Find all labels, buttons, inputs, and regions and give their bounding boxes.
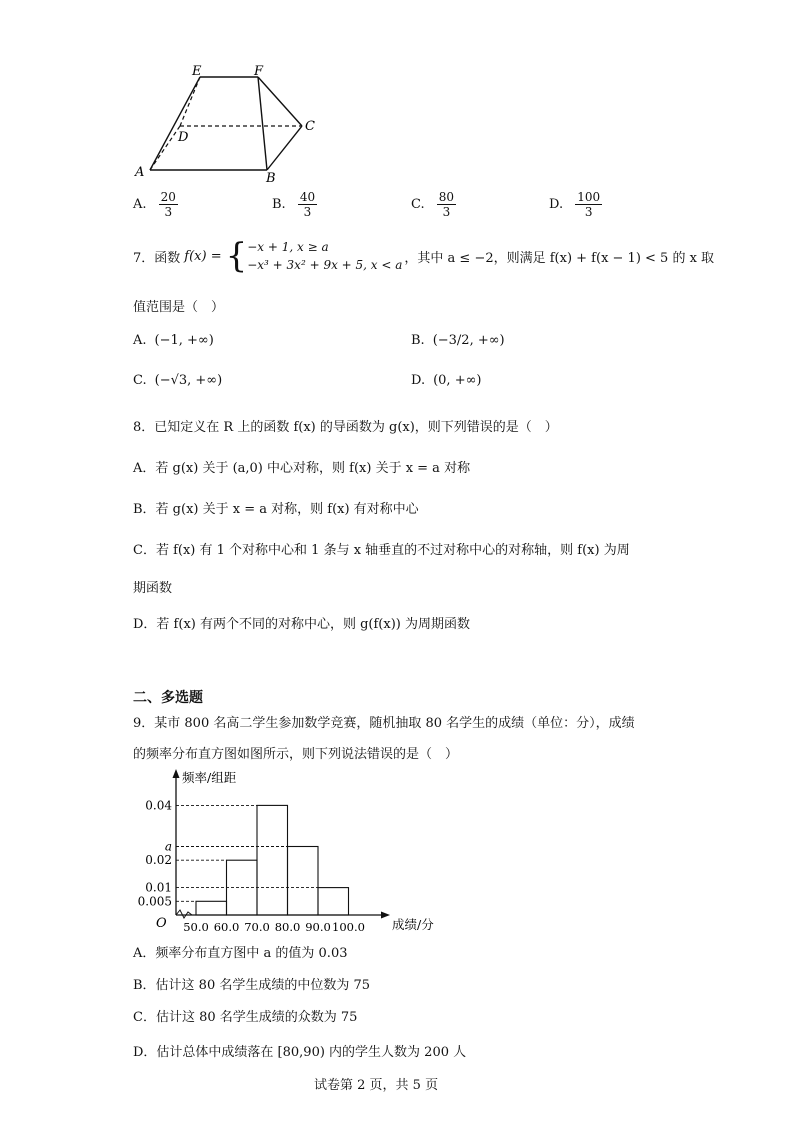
q8-option-d[interactable]: D．若 f(x) 有两个不同的对称中心，则 g(f(x)) 为周期函数 (133, 617, 470, 632)
q7-func: f(x) = (184, 248, 222, 264)
x-tick-label: 50.0 (183, 920, 209, 934)
section-title: 二、多选题 (133, 690, 203, 706)
frequency-histogram (128, 766, 443, 938)
label-B: B (266, 171, 276, 185)
q7-middle: ，其中 a ≤ −2，则满足 f(x) + f(x − 1) < 5 的 x 取 (404, 250, 715, 266)
y-tick-label: 0.01 (145, 880, 172, 895)
q7-option-d[interactable]: D. (0, +∞) (411, 373, 482, 388)
origin-label: O (156, 916, 167, 931)
q7-case2: −x³ + 3x² + 9x + 5, x < a (247, 258, 403, 272)
q9-option-c[interactable]: C．估计这 80 名学生成绩的众数为 75 (133, 1010, 358, 1025)
edge-AD (150, 126, 180, 170)
x-tick-label: 60.0 (213, 920, 240, 934)
option-label: A. (133, 197, 147, 212)
histogram-bar (318, 888, 349, 915)
x-tick-label: 80.0 (274, 920, 301, 934)
label-A: A (135, 165, 145, 180)
label-C: C (305, 119, 315, 134)
y-tick-label: 0.04 (145, 798, 172, 813)
q6-option-b[interactable] (272, 190, 317, 219)
y-tick-label: 0.005 (137, 894, 172, 909)
x-tick-label: 90.0 (305, 920, 331, 934)
q9-option-b[interactable]: B．估计这 80 名学生成绩的中位数为 75 (133, 978, 371, 993)
axis-break-icon (176, 910, 192, 918)
y-tick-label: 0.02 (145, 853, 172, 868)
histogram-bar (288, 847, 319, 916)
option-label: B. (272, 197, 286, 212)
fraction: $\frac{100}{3}$ (577, 190, 601, 219)
edge-ED (180, 77, 200, 126)
q6-option-a[interactable] (133, 190, 178, 219)
label-E: E (192, 64, 202, 79)
q6-option-d[interactable] (549, 190, 602, 219)
option-label: D. (549, 197, 564, 212)
histogram-bar (196, 901, 227, 915)
q7-option-c[interactable]: C. (−√3, +∞) (133, 373, 223, 388)
q9-stem-line1: 9．某市 800 名高二学生参加数学竞赛，随机抽取 80 名学生的成绩（单位：分），成绩 (133, 716, 635, 731)
q8-option-c-line1: C．若 f(x) 有 1 个对称中心和 1 条与 x 轴垂直的不过对称中心的对称轴，则 f(x) 为周 (133, 543, 630, 558)
option-label: C. (411, 197, 425, 212)
fraction: $\frac{40}{3}$ (299, 190, 316, 219)
trapezoid-figure (130, 60, 330, 185)
x-axis-arrow-icon (381, 912, 390, 919)
x-axis-label: 成绩/分 (392, 917, 434, 932)
edge-FC (258, 77, 302, 126)
q8-option-c-line2: 期函数 (133, 581, 173, 596)
histogram-bar (257, 805, 288, 915)
q6-option-c[interactable] (411, 190, 456, 219)
y-tick-label: a (164, 839, 172, 854)
edge-AE (150, 77, 200, 170)
label-F: F (254, 64, 264, 79)
y-axis-arrow-icon (173, 769, 180, 778)
q7-option-b[interactable]: B. (−3/2, +∞) (411, 333, 505, 348)
q7-line2: 值范围是（ ） (133, 300, 225, 315)
q7-prefix: 7．函数 (133, 250, 181, 266)
label-D: D (178, 130, 189, 145)
q8-option-a[interactable]: A．若 g(x) 关于 (a,0) 中心对称，则 f(x) 关于 x = a 对称 (133, 461, 471, 476)
q9-option-d[interactable]: D．估计总体中成绩落在 [80,90) 内的学生人数为 200 人 (133, 1045, 467, 1060)
q7-case1: −x + 1, x ≥ a (247, 240, 329, 254)
y-axis-label: 频率/组距 (182, 770, 237, 785)
page-footer: 试卷第 2 页，共 5 页 (314, 1078, 439, 1093)
q8-option-b[interactable]: B．若 g(x) 关于 x = a 对称，则 f(x) 有对称中心 (133, 502, 419, 517)
fraction: $\frac{20}{3}$ (160, 190, 176, 219)
edge-BC (267, 126, 302, 170)
q7-stem (133, 236, 714, 276)
q8-option-c[interactable] (133, 539, 630, 596)
brace-icon: { (225, 236, 248, 276)
q7-option-a[interactable]: A. (−1, +∞) (133, 333, 214, 348)
q9-stem-line2: 的频率分布直方图如图所示，则下列说法错误的是（ ） (133, 747, 459, 762)
q8-stem: 8．已知定义在 R 上的函数 f(x) 的导函数为 g(x)，则下列错误的是（ ） (133, 420, 558, 435)
x-tick-label: 100.0 (332, 920, 365, 934)
fraction: $\frac{80}{3}$ (438, 190, 455, 219)
x-tick-label: 70.0 (244, 920, 270, 934)
q9-option-a[interactable]: A．频率分布直方图中 a 的值为 0.03 (133, 946, 348, 961)
q7-cases (247, 238, 402, 274)
edge-BF (258, 77, 267, 170)
